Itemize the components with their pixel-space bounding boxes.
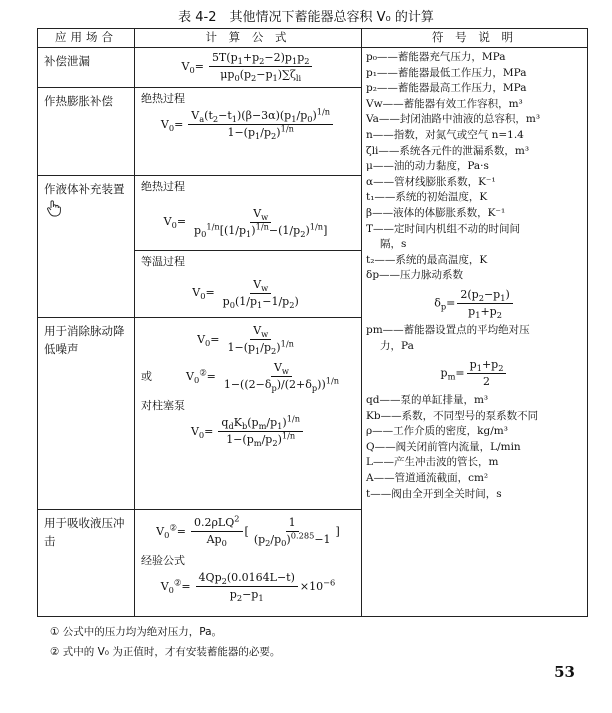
header-scene: 应用场合: [38, 29, 135, 48]
or-label: 或: [141, 369, 152, 383]
pump-label: 对柱塞泵: [141, 399, 185, 412]
formula-pm: $p_m=$ $\frac{p_1+p_2}{2}$: [366, 354, 583, 393]
header-formula: 计 算 公 式: [135, 29, 362, 48]
symbol-item: qd——泵的单缸排量，m³: [366, 394, 489, 407]
symbol-list: [362, 48, 588, 617]
scene-liquid-supply: 作液体补充装置: [38, 176, 135, 318]
formula-delta-p: $\delta_p=$ $\frac{2(p_2-p_1)}{p_1+p_2}$: [366, 284, 583, 323]
process-label: 绝热过程: [141, 180, 185, 193]
formula-shock: $V_0^②=$ $\frac{0.2\rho LQ^2}{Ap_0}$ [ $\frac{1}{(p_2/p_0)^{0.285}-1}$ ] 经验公式 $V_0^②=$ $\frac{4Qp_2(0.0164L-t)}{p_2-p_1}$ $\times 10^{-6}$: [135, 510, 362, 617]
symbol-item-cont: 力，Pa: [380, 339, 414, 352]
process-label: 等温过程: [141, 255, 185, 268]
symbol-item: Q——阀关闭前管内流量，L/min: [366, 440, 521, 453]
formula-leak: $V_0=$ $\frac{5T(p_1+p_2-2)p_1p_2}{\mu p_0(p_2-p_1)\sum\zeta_{li}}$: [135, 48, 362, 88]
symbol-item: Kb——系数，不同型号的泵系数不同: [366, 409, 539, 422]
header-symbols: 符 号 说 明: [362, 29, 588, 48]
symbol-item: ρ——工作介质的密度，kg/m³: [366, 425, 508, 438]
footnotes: [50, 622, 280, 662]
hand-pointer-icon: [46, 199, 62, 217]
calc-table: [37, 28, 588, 617]
page-number: 53: [554, 663, 575, 681]
formula-thermal: 绝热过程 $V_0=$ $\frac{V_a(t_2-t_1)(\beta-3\alpha)(p_1/p_0)^{1/n}}{1-(p_1/p_2)^{1/n}}$: [135, 88, 362, 176]
footnote: ② 式中的 V₀ 为正值时，才有安装蓄能器的必要。: [50, 646, 281, 658]
symbol-item: μ——油的动力黏度，Pa·s: [366, 160, 489, 173]
symbol-item: L——产生冲击波的管长，m: [366, 456, 499, 469]
symbol-item: t₁——系统的初始温度，K: [366, 191, 488, 204]
symbol-item: ζli——系统各元件的泄漏系数，m³: [366, 144, 530, 157]
symbol-item: pm——蓄能器设置点的平均绝对压: [366, 323, 530, 336]
symbol-item: p₀——蓄能器充气压力，MPa: [366, 51, 506, 63]
formula-liquid-supply: 绝热过程 $V_0=$ $\frac{V_w}{p_0^{1/n}[(1/p_1)^{1/n}-(1/p_2)^{1/n}]}$ 等温过程 $V_0=$ $\frac{V_w}{p_0(1/p_1-1/p_2)}$: [135, 176, 362, 318]
symbol-item: T——定时间内机组不动的时间间: [366, 222, 521, 235]
symbol-item: n——指数，对氮气或空气 n=1.4: [366, 128, 524, 141]
table-caption: 表 4-2 其他情况下蓄能器总容积 V₀ 的计算: [178, 10, 434, 25]
scene-hydraulic-shock: 用于吸收液压冲击: [38, 510, 135, 617]
symbol-item: t₂——系统的最高温度，K: [366, 253, 488, 266]
footnote: ① 公式中的压力均为绝对压力，Pa。: [50, 626, 223, 638]
scene-pulsation-noise: 用于消除脉动降低噪声: [38, 318, 135, 510]
process-label: 绝热过程: [141, 92, 185, 105]
symbol-item: t——阀由全开到全关时间，s: [366, 487, 502, 500]
scene-thermal-expansion: 作热膨胀补偿: [38, 88, 135, 176]
scene-leak-compensation: 补偿泄漏: [38, 48, 135, 88]
symbol-item: p₁——蓄能器最低工作压力，MPa: [366, 66, 527, 79]
symbol-item-cont: 隔，s: [380, 238, 407, 251]
symbol-item: α——管材线膨胀系数，K⁻¹: [366, 175, 496, 188]
symbol-item: δp——压力脉动系数: [366, 269, 464, 282]
symbol-item: A——管道通流截面，cm²: [366, 472, 489, 485]
symbol-item: Va——封闭油路中油液的总容积，m³: [366, 113, 541, 126]
symbol-item: p₂——蓄能器最高工作压力，MPa: [366, 82, 527, 95]
formula-pulsation: $V_0=$ $\frac{V_w}{1-(p_1/p_2)^{1/n}}$ 或 $V_0^②=$ $\frac{V_w}{1-((2-\delta_p)/(2+\delta_p))^{1/n}}$ 对柱塞泵 $V_0=$ $\frac{q_dK_b(p_m/p_1)^{1/n}}{1-(p_m/p_2)^{1/n}}$: [135, 318, 362, 510]
symbol-item: Vw——蓄能器有效工作容积，m³: [366, 97, 523, 110]
symbol-item: β——液体的体膨胀系数，K⁻¹: [366, 206, 506, 219]
empirical-label: 经验公式: [141, 554, 185, 567]
